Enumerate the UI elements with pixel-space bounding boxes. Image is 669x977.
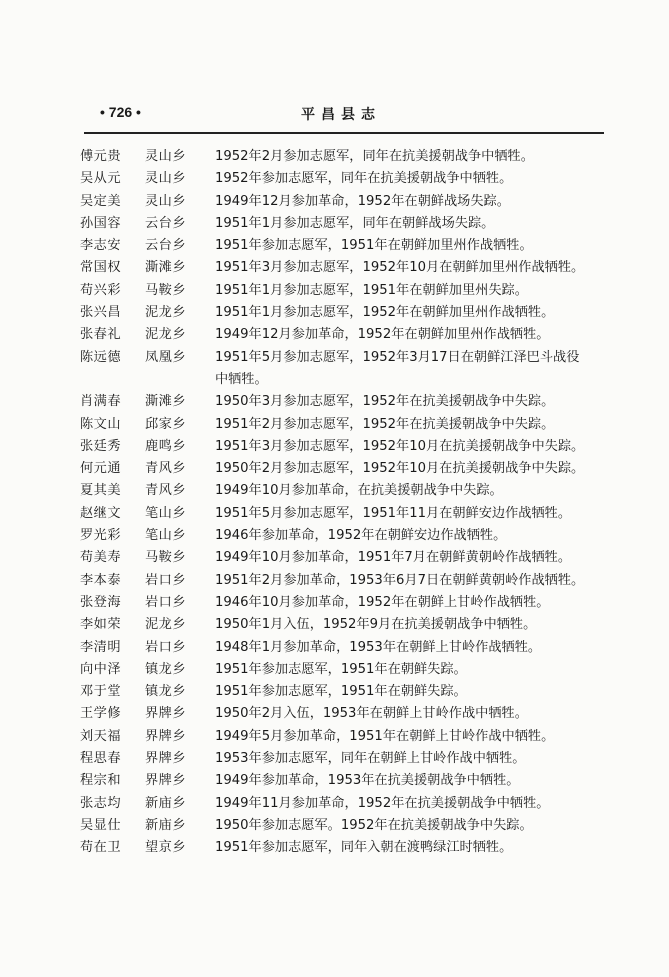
- person-name: 肖满春: [80, 394, 122, 410]
- township: 望京乡: [145, 840, 187, 856]
- person-name: 向中泽: [80, 661, 122, 677]
- description: 1950年2月入伍，1953年在朝鲜上甘岭作战中牺牲。: [215, 706, 528, 722]
- description: 1949年11月参加革命，1952年在抗美援朝战争中牺牲。: [215, 795, 550, 811]
- list-item: [80, 280, 610, 302]
- list-item: [80, 213, 610, 235]
- description: 1951年1月参加志愿军，1952年在朝鲜加里州作战牺牲。: [215, 305, 555, 321]
- township: 澌滩乡: [145, 394, 187, 410]
- list-item: [80, 302, 610, 324]
- township: 笔山乡: [145, 505, 187, 521]
- description: 1951年参加志愿军，1951年在朝鲜失踪。: [215, 684, 467, 700]
- township: 灵山乡: [145, 149, 187, 164]
- header-rule: [84, 132, 604, 134]
- township: 岩口乡: [145, 639, 187, 655]
- list-item: [80, 480, 610, 502]
- entry-list: [80, 146, 610, 860]
- description: 1951年参加志愿军，1951年在朝鲜失踪。: [215, 661, 467, 677]
- spacer: [145, 369, 215, 391]
- description: 1951年1月参加志愿军，同年在朝鲜战场失踪。: [215, 215, 495, 231]
- list-item: [80, 726, 610, 748]
- list-item: [80, 592, 610, 614]
- list-item: [80, 815, 610, 837]
- township: 青风乡: [145, 483, 187, 499]
- list-item: [80, 324, 610, 346]
- township: 新庙乡: [145, 817, 187, 833]
- list-item: [80, 235, 610, 257]
- description: 1951年2月参加志愿军，1952年在抗美援朝战争中失踪。: [215, 416, 555, 432]
- description: 1951年5月参加志愿军，1951年11月在朝鲜安边作战牺牲。: [215, 505, 572, 521]
- person-name: 程宗和: [80, 773, 122, 789]
- list-item: [80, 414, 610, 436]
- township: 界牌乡: [145, 706, 187, 722]
- description: 1949年12月参加革命，1952年在朝鲜战场失踪。: [215, 193, 510, 209]
- description: 1951年参加志愿军，1951年在朝鲜加里州作战牺牲。: [215, 238, 533, 254]
- township: 灵山乡: [145, 193, 187, 209]
- person-name: 张廷秀: [80, 438, 122, 454]
- person-name: 罗光彩: [80, 528, 122, 544]
- person-name: 苟兴彩: [80, 282, 122, 298]
- list-item: [80, 168, 610, 190]
- township: 邱家乡: [145, 416, 187, 432]
- person-name: 苟在卫: [80, 840, 122, 856]
- person-name: 张志均: [80, 795, 122, 811]
- township: 镇龙乡: [145, 684, 187, 700]
- description: 1951年2月参加革命，1953年6月7日在朝鲜黄朝岭作战牺牲。: [215, 572, 585, 588]
- person-name: 何元通: [80, 461, 122, 477]
- person-name: 吴显仕: [80, 817, 122, 833]
- list-item: [80, 525, 610, 547]
- list-item: [80, 793, 610, 815]
- list-item: [80, 257, 610, 279]
- person-name: 王学修: [80, 706, 122, 722]
- township: 泥龙乡: [145, 305, 187, 321]
- description: 1953年参加志愿军，同年在朝鲜上甘岭作战中牺牲。: [215, 751, 526, 767]
- township: 灵山乡: [145, 171, 187, 187]
- description: 1949年10月参加革命，1951年7月在朝鲜黄朝岭作战牺牲。: [215, 550, 572, 566]
- township: 马鞍乡: [145, 550, 187, 566]
- township: 界牌乡: [145, 773, 187, 789]
- township: 凤凰乡: [145, 349, 187, 365]
- list-item: [80, 503, 610, 525]
- person-name: 张兴昌: [80, 305, 122, 321]
- township: 岩口乡: [145, 594, 187, 610]
- person-name: 孙国容: [80, 215, 122, 231]
- person-name: 程思春: [80, 751, 122, 767]
- page-header: [80, 104, 602, 126]
- person-name: 夏其美: [80, 483, 122, 499]
- description: 1950年参加志愿军。1952年在抗美援朝战争中失踪。: [215, 817, 533, 833]
- description-continuation: 中牺牲。: [215, 371, 268, 387]
- person-name: 吴定美: [80, 193, 122, 209]
- description: 1951年参加志愿军，同年入朝在渡鸭绿江时牺牲。: [215, 840, 513, 856]
- person-name: 李本泰: [80, 572, 122, 588]
- person-name: 李志安: [80, 238, 122, 254]
- township: 泥龙乡: [145, 617, 187, 633]
- township: 新庙乡: [145, 795, 187, 811]
- list-item: [80, 837, 610, 859]
- person-name: 苟美寿: [80, 550, 122, 566]
- list-item: [80, 659, 610, 681]
- township: 界牌乡: [145, 728, 187, 744]
- description: 1951年3月参加志愿军，1952年10月在朝鲜加里州作战牺牲。: [215, 260, 585, 276]
- description: 1951年1月参加志愿军，1951年在朝鲜加里州失踪。: [215, 282, 528, 298]
- person-name: 刘天福: [80, 728, 122, 744]
- description: 1950年3月参加志愿军，1952年在抗美援朝战争中失踪。: [215, 394, 555, 410]
- person-name: 赵继文: [80, 505, 122, 521]
- list-item: [80, 347, 610, 369]
- description: 1952年参加志愿军，同年在抗美援朝战争中牺牲。: [215, 171, 513, 187]
- list-item: [80, 458, 610, 480]
- description: 1950年2月参加志愿军，1952年10月在抗美援朝战争中失踪。: [215, 461, 585, 477]
- township: 泥龙乡: [145, 327, 187, 343]
- person-name: 张登海: [80, 594, 122, 610]
- description: 1946年10月参加革命，1952年在朝鲜上甘岭作战牺牲。: [215, 594, 550, 610]
- description: 1949年12月参加革命，1952年在朝鲜加里州作战牺牲。: [215, 327, 550, 343]
- list-item: [80, 703, 610, 725]
- list-item-continuation: [80, 369, 610, 391]
- township: 云台乡: [145, 215, 187, 231]
- township: 鹿鸣乡: [145, 438, 187, 454]
- person-name: 张春礼: [80, 327, 122, 343]
- spacer: [80, 369, 145, 391]
- person-name: 陈文山: [80, 416, 122, 432]
- township: 澌滩乡: [145, 260, 187, 276]
- description: 1952年2月参加志愿军，同年在抗美援朝战争中牺牲。: [215, 149, 534, 164]
- person-name: 傅元贵: [80, 149, 122, 164]
- township: 笔山乡: [145, 528, 187, 544]
- township: 马鞍乡: [145, 282, 187, 298]
- person-name: 吴从元: [80, 171, 122, 187]
- description: 1948年1月参加革命，1953年在朝鲜上甘岭作战牺牲。: [215, 639, 542, 655]
- list-item: [80, 547, 610, 569]
- list-item: [80, 391, 610, 413]
- township: 岩口乡: [145, 572, 187, 588]
- description: 1946年参加革命，1952年在朝鲜安边作战牺牲。: [215, 528, 507, 544]
- person-name: 邓于堂: [80, 684, 122, 700]
- description: 1949年参加革命，1953年在抗美援朝战争中牺牲。: [215, 773, 520, 789]
- description: 1951年5月参加志愿军，1952年3月17日在朝鲜江泽巴斗战役: [215, 349, 580, 365]
- list-item: [80, 146, 610, 168]
- list-item: [80, 681, 610, 703]
- township: 云台乡: [145, 238, 187, 254]
- township: 界牌乡: [145, 751, 187, 767]
- description: 1949年5月参加革命，1951年在朝鲜上甘岭作战中牺牲。: [215, 728, 555, 744]
- description: 1949年10月参加革命，在抗美援朝战争中失踪。: [215, 483, 503, 499]
- person-name: 李如荣: [80, 617, 122, 633]
- list-item: [80, 436, 610, 458]
- page-number: • 726 •: [100, 104, 141, 120]
- description: 1951年3月参加志愿军，1952年10月在抗美援朝战争中失踪。: [215, 438, 585, 454]
- list-item: [80, 570, 610, 592]
- list-item: [80, 748, 610, 770]
- list-item: [80, 614, 610, 636]
- person-name: 常国权: [80, 260, 122, 276]
- book-title: 平昌县志: [301, 107, 381, 123]
- township: 镇龙乡: [145, 661, 187, 677]
- list-item: [80, 770, 610, 792]
- person-name: 李清明: [80, 639, 122, 655]
- list-item: [80, 191, 610, 213]
- description: 1950年1月入伍，1952年9月在抗美援朝战争中牺牲。: [215, 617, 537, 633]
- person-name: 陈远德: [80, 349, 122, 365]
- township: 青风乡: [145, 461, 187, 477]
- list-item: [80, 637, 610, 659]
